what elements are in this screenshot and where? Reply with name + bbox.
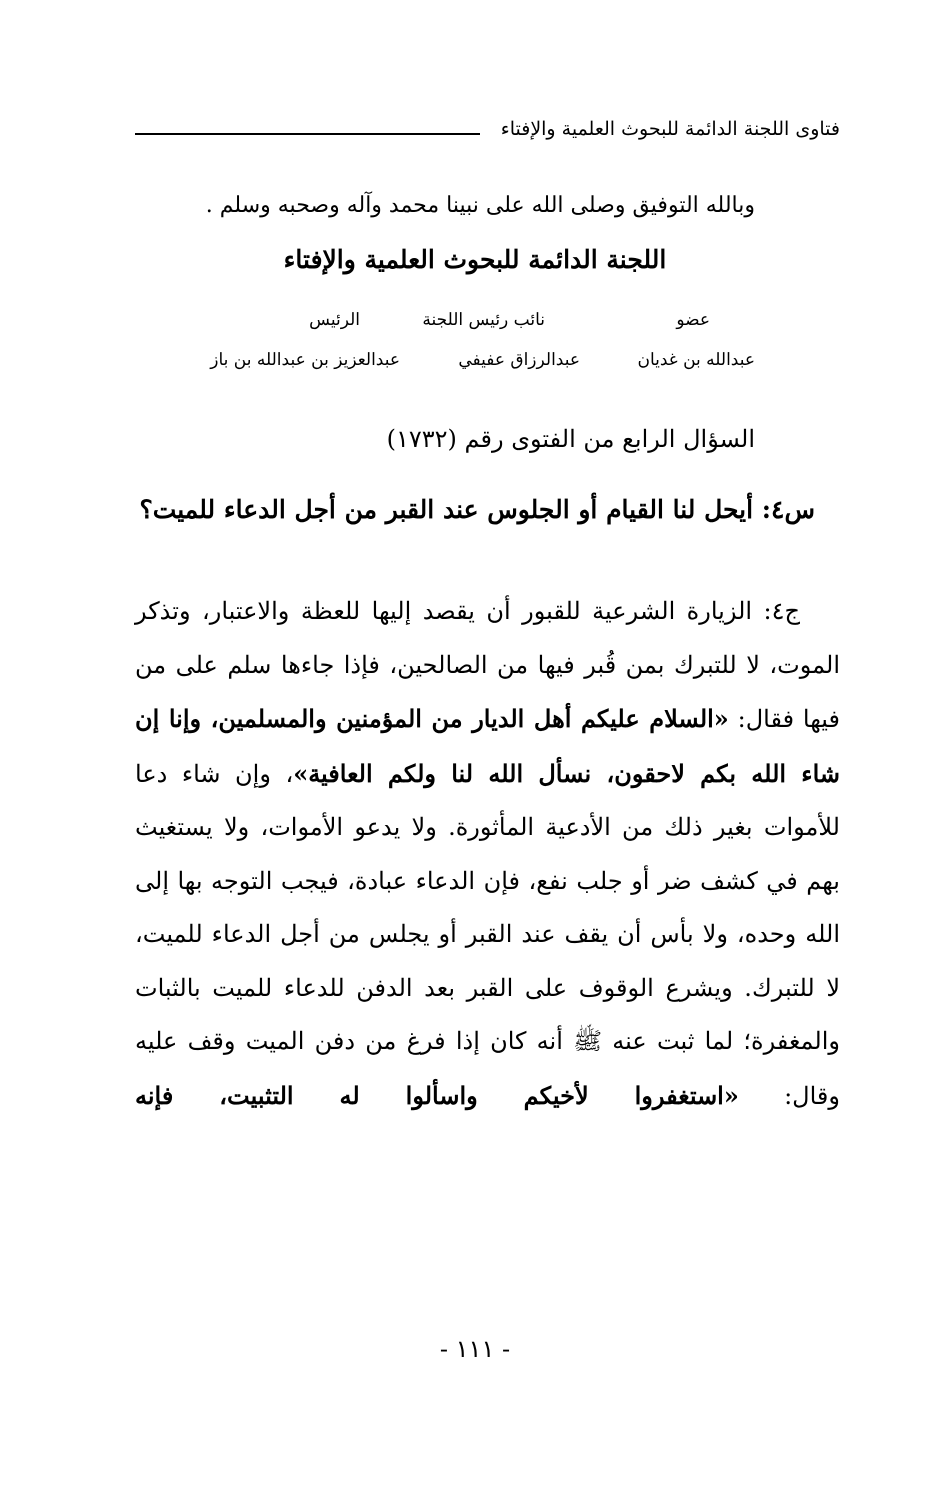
committee-title: اللجنة الدائمة للبحوث العلمية والإفتاء [283, 245, 667, 274]
header-rule [135, 133, 480, 135]
answer-quote-istighfar: «استغفروا لأخيكم واسألوا له التثبيت، فإنه [135, 1080, 739, 1110]
role-chair: الرئيس [309, 310, 360, 330]
role-vice-chair: نائب رئيس اللجنة [422, 310, 545, 330]
question-block [135, 485, 815, 535]
header-title: فتاوى اللجنة الدائمة للبحوث العلمية والإفتاء [500, 118, 840, 140]
answer-quote-greeting: «السلام عليكم أهل الديار من المؤمنين والمسلمين، وإنا إن شاء الله بكم لاحقون، نسأل الله لنا ولكم العافية» [135, 704, 840, 788]
closing-line: وبالله التوفيق وصلى الله على نبينا محمد وآله وصحبه وسلم . [205, 193, 755, 218]
page-number: - ١١١ - [439, 1335, 511, 1363]
question-text: أيحل لنا القيام أو الجلوس عند القبر من أجل الدعاء للميت؟ [139, 495, 754, 524]
name-chair: عبدالعزيز بن عبدالله بن باز [210, 350, 400, 370]
role-member: عضو [676, 310, 710, 330]
name-vice-chair: عبدالرزاق عفيفي [458, 350, 580, 370]
answer-text-part1: الزيارة الشرعية للقبور أن يقصد إليها للعظة والاعتبار، وتذكر الموت، لا للتبرك بمن قُبر فيها من الصالحين، فإذا جاءها سلم على من فيها فقال: [135, 597, 840, 733]
question-label: س٤: [761, 495, 815, 524]
answer-text-part2: ، وإن شاء دعا للأموات بغير ذلك من الأدعية المأثورة. ولا يدعو الأموات، ولا يستغيث بهم في كشف ضر أو جلب نفع، فإن الدعاء عبادة، فيجب التوجه بها إلى الله وحده، ولا بأس أن يقف عند القبر أو يجلس من أجل الدعاء للميت، لا للتبرك. ويشرع الوقوف على القبر بعد الدفن للدعاء للميت بالثبات والمغفرة؛ لما ثبت عنه ﷺ أنه كان إذا فرغ من دفن الميت وقف عليه وقال: [135, 759, 840, 1110]
answer-label: ج٤: [763, 597, 800, 625]
running-header [135, 118, 840, 152]
answer-block [135, 585, 840, 1123]
name-member: عبدالله بن غديان [637, 350, 755, 370]
question-reference: السؤال الرابع من الفتوى رقم (١٧٣٢) [386, 425, 755, 453]
